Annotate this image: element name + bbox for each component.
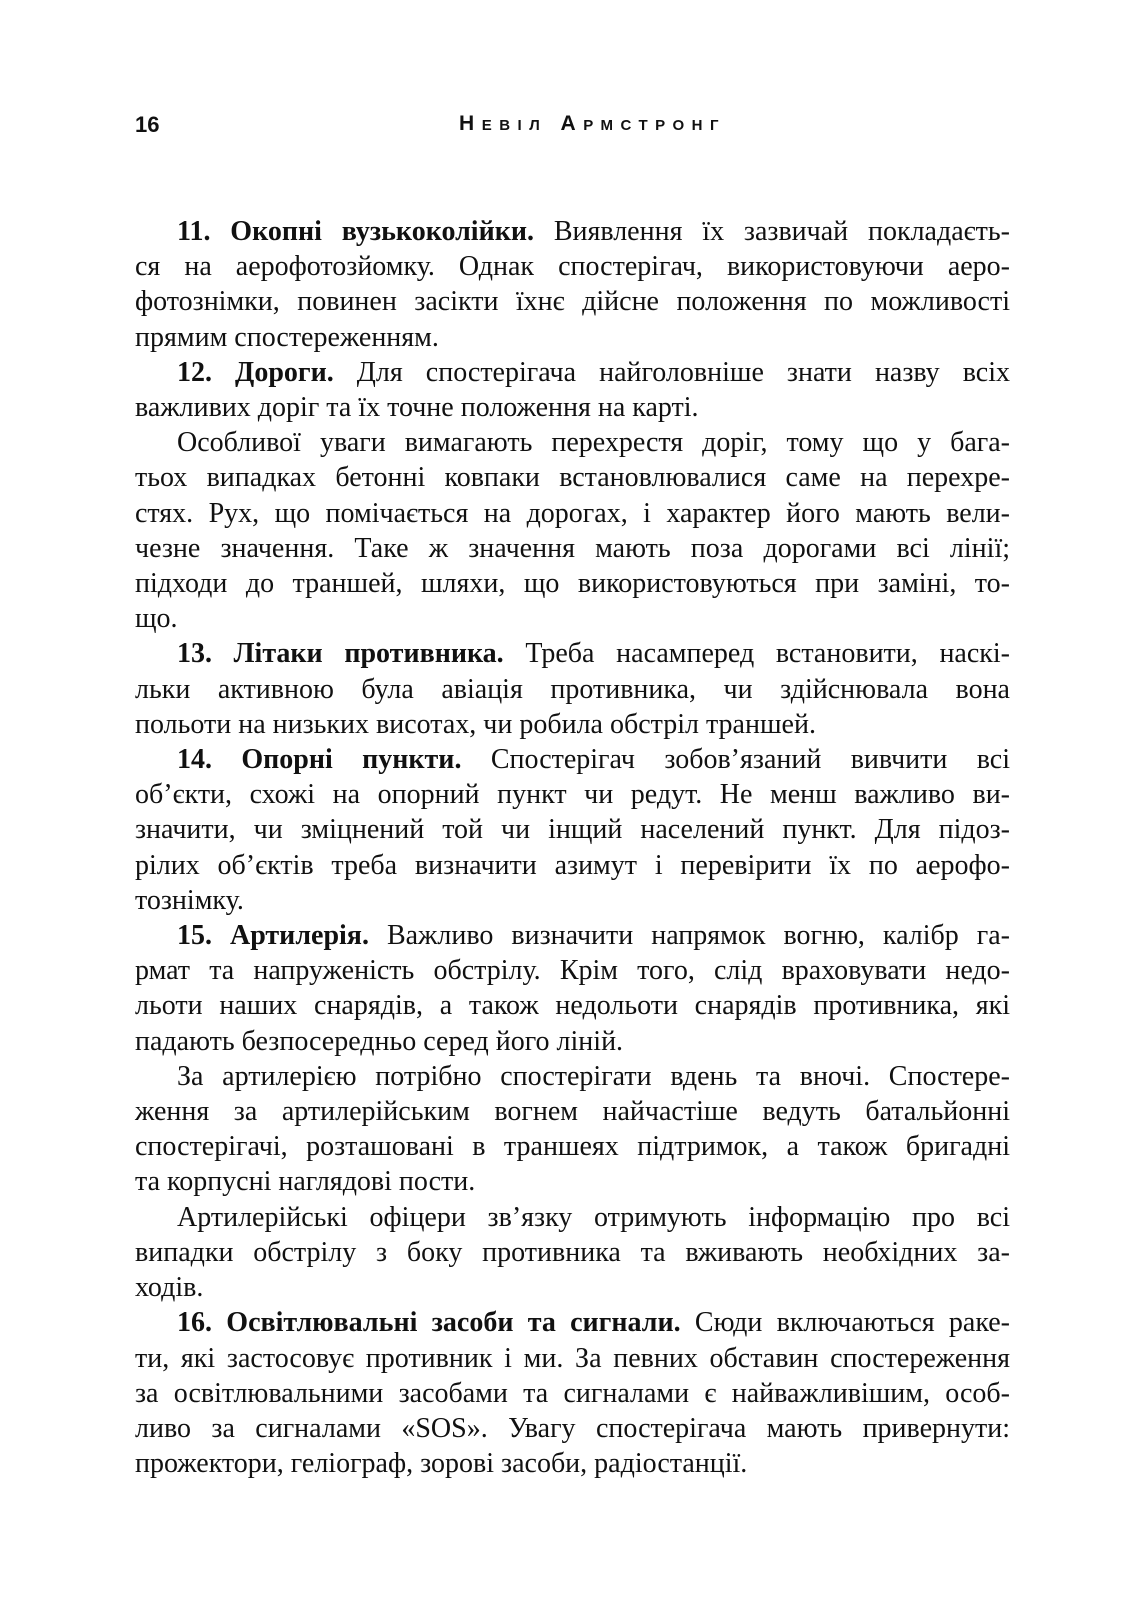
- text-line: 13. Літаки противника. Треба насамперед встановити, наскі-: [177, 638, 1010, 670]
- text-line: тьох випадках бетонні ковпаки встановлювалися саме на перехре-: [135, 462, 1010, 494]
- section-heading: 11. Окопні вузькоколійки.: [177, 216, 534, 247]
- text-line: Артилерійські офіцери зв’язку отримують інформацію про всі: [177, 1201, 1010, 1233]
- running-header: [135, 108, 1010, 148]
- text-line: рмат та напруженість обстрілу. Крім того, слід враховувати недо-: [135, 955, 1010, 987]
- section-heading: 12. Дороги.: [177, 356, 334, 388]
- text-line: 14. Опорні пункти. Спостерігач зобов’язаний вивчити всі: [177, 744, 1010, 776]
- text-line: та корпусні наглядові пости.: [135, 1166, 476, 1198]
- text-line: За артилерією потрібно спостерігати вдень та вночі. Спостере-: [177, 1060, 1010, 1092]
- paragraph-14: [135, 742, 1010, 918]
- text-line: ся на аерофотозйомку. Однак спостерігач, використовуючи аеро-: [135, 251, 1010, 283]
- text-line: випадки обстрілу з боку противника та вживають необхідних за-: [135, 1236, 1010, 1268]
- text-line: прямим спостереженням.: [135, 321, 439, 353]
- text-line: падають безпосередньо серед його ліній.: [135, 1025, 624, 1057]
- paragraph-11: [135, 214, 1010, 355]
- body-text: [135, 214, 1010, 1481]
- text-line: підходи до траншей, шляхи, що використовуються при заміні, то-: [135, 568, 1010, 600]
- text-line: тознімку.: [135, 884, 244, 916]
- text-line: польоти на низьких висотах, чи робила обстріл траншей.: [135, 708, 816, 740]
- text-line: об’єкти, схожі на опорний пункт чи редут. Не менш важливо ви-: [135, 779, 1010, 811]
- text-line: ти, які застосовує противник і ми. За певних обставин спостереження: [135, 1342, 1010, 1374]
- paragraph-15: [135, 918, 1010, 1059]
- text-line: ження за артилерійським вогнем найчастіше ведуть батальйонні: [135, 1096, 1010, 1128]
- text-line: рілих об’єктів треба визначити азимут і перевірити їх по аерофо-: [135, 849, 1010, 881]
- text-line: льки активною була авіація противника, чи здійснювала вона: [135, 673, 1010, 705]
- paragraph-12: [135, 355, 1010, 425]
- text-line: спостерігачі, розташовані в траншеях підтримок, а також бригадні: [135, 1131, 1010, 1163]
- page-number: 16: [135, 112, 160, 137]
- section-heading: 16. Освітлювальні засоби та сигнали.: [177, 1307, 681, 1339]
- text-line: 11. Окопні вузькоколійки. Виявлення їх зазвичай покладаєть-: [177, 216, 1010, 247]
- text-line: Особливої уваги вимагають перехрестя доріг, тому що у бага-: [177, 427, 1010, 459]
- paragraph-16: [135, 1305, 1010, 1481]
- text-line: фотознімки, повинен засікти їхнє дійсне положення по можливості: [135, 286, 1010, 318]
- text-line: чезне значення. Таке ж значення мають поза дорогами всі лінії;: [135, 532, 1010, 564]
- text-line: 12. Дороги. Для спостерігача найголовніше знати назву всіх: [177, 356, 1010, 388]
- section-heading: 13. Літаки противника.: [177, 638, 504, 670]
- text-line: за освітлювальними засобами та сигналами є найважливішим, особ-: [135, 1377, 1010, 1409]
- text-line: 16. Освітлювальні засоби та сигнали. Сюди включаються раке-: [177, 1307, 1010, 1339]
- text-line: 15. Артилерія. Важливо визначити напрямок вогню, калібр га-: [177, 920, 1010, 952]
- text-line: стях. Рух, що помічається на дорогах, і характер його мають вели-: [135, 497, 1010, 529]
- text-line: що.: [135, 603, 178, 635]
- text-line: ходів.: [135, 1272, 204, 1304]
- text-line: льоти наших снарядів, а також недольоти снарядів противника, які: [135, 990, 1010, 1022]
- text-line: ливо за сигналами «SOS». Увагу спостерігача мають привернути:: [135, 1412, 1010, 1444]
- section-heading: 15. Артилерія.: [177, 920, 369, 952]
- section-heading: 14. Опорні пункти.: [177, 744, 462, 776]
- paragraph-artillery-officers: [135, 1200, 1010, 1306]
- paragraph-13: [135, 636, 1010, 742]
- text-line: важливих доріг та їх точне положення на карті.: [135, 392, 699, 424]
- paragraph-artillery-observation: [135, 1059, 1010, 1200]
- text-line: значити, чи зміцнений той чи інщий населений пункт. Для підоз-: [135, 814, 1010, 846]
- text-line: прожектори, геліограф, зорові засоби, радіостанції.: [135, 1448, 748, 1480]
- running-title: Невіл Армстронг: [459, 112, 726, 135]
- paragraph-roads-continued: [135, 425, 1010, 636]
